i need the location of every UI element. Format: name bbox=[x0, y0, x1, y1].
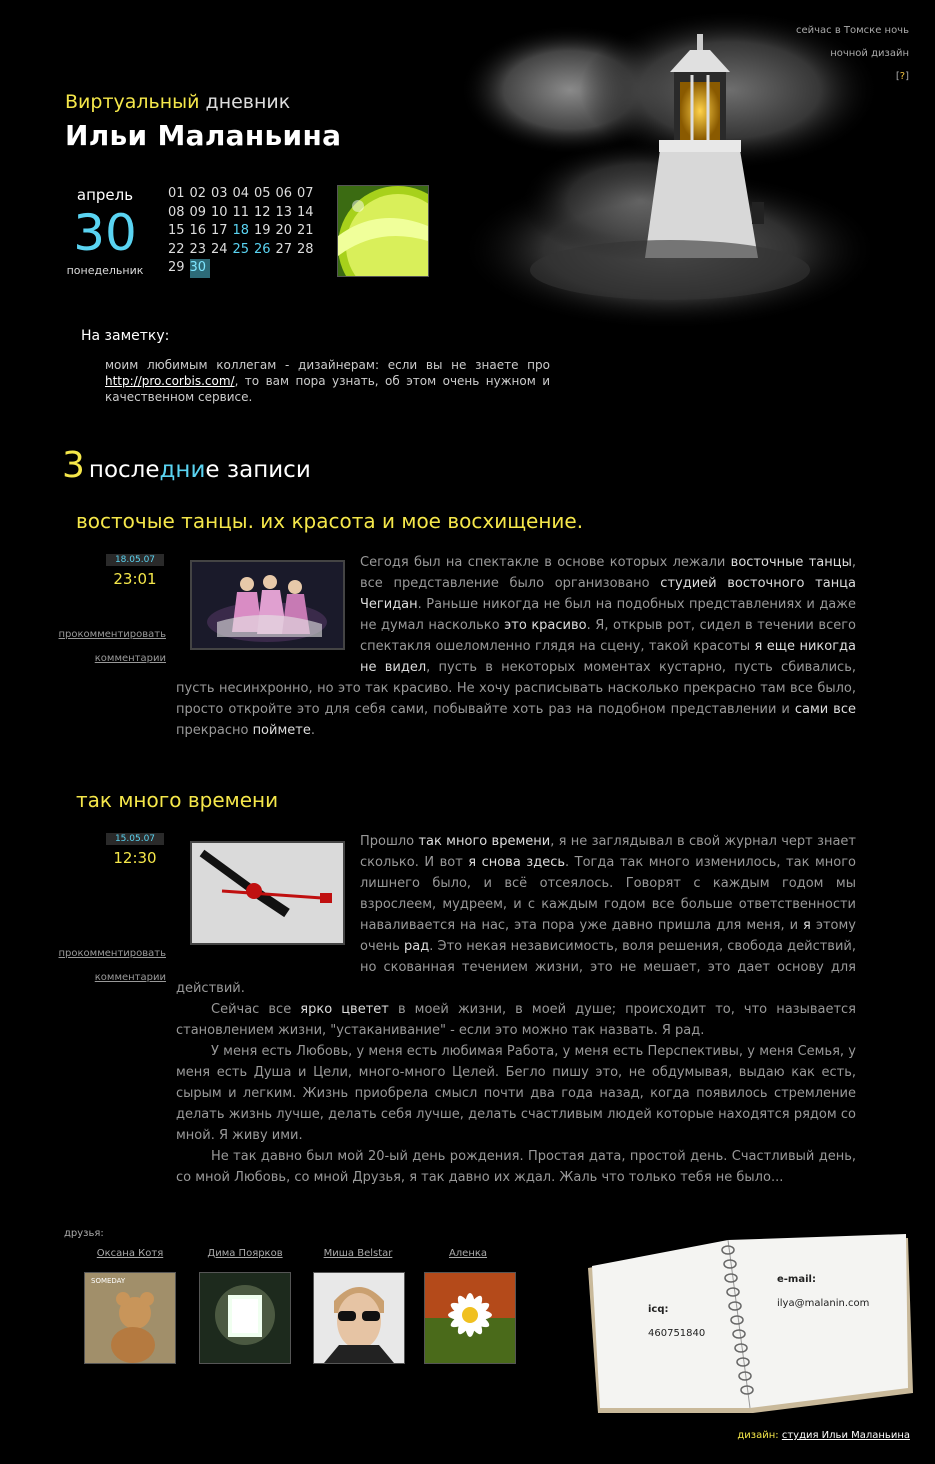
calendar-day: 13 bbox=[275, 204, 293, 220]
svg-text:SOMEDAY: SOMEDAY bbox=[91, 1277, 126, 1285]
calendar-day: 27 bbox=[275, 241, 293, 257]
lime-photo bbox=[337, 185, 429, 277]
post-time: 12:30 bbox=[113, 849, 157, 867]
design-studio-link[interactable]: студия Ильи Маланьина bbox=[781, 1430, 910, 1441]
calendar-day[interactable]: 30 bbox=[190, 259, 210, 278]
calendar-day: 21 bbox=[297, 223, 314, 238]
post-body bbox=[176, 831, 856, 1188]
calendar-day: 10 bbox=[211, 204, 228, 220]
post-title[interactable]: восточые танцы. их красота и мое восхищение. bbox=[76, 509, 584, 533]
notebook-illustration bbox=[588, 1228, 913, 1418]
calendar bbox=[168, 185, 319, 278]
post-date: 15.05.07 bbox=[106, 833, 164, 845]
email-label: e-mail: bbox=[777, 1274, 816, 1285]
post-paragraph: У меня есть Любовь, у меня есть любимая Работа, у меня есть Перспективы, у меня Семья, у меня есть Душа и Цели, много-много Целей. Бегло пишу это, не обдумывая, выдаю как есть, сырым и легким. Жизнь приобрела смысл почти два года назад, когда появилось стремление делать жизнь лучше, делать себя лучше, делать счастливым людей которые находятся рядом со мной. Я живу ими. bbox=[176, 1044, 856, 1143]
status-text: сейчас в Томске ночь bbox=[795, 25, 909, 36]
comments-link[interactable]: комментарии bbox=[94, 653, 166, 664]
friends-label: друзья: bbox=[64, 1228, 104, 1239]
calendar-day: 20 bbox=[275, 223, 293, 238]
comments-link[interactable]: комментарии bbox=[94, 972, 166, 983]
comment-link[interactable]: прокомментировать bbox=[58, 948, 166, 959]
calendar-day: 08 bbox=[168, 204, 185, 220]
calendar-day: 17 bbox=[211, 223, 228, 238]
calendar-day: 19 bbox=[254, 223, 271, 238]
calendar-day: 29 bbox=[168, 260, 185, 275]
site-title-name: Ильи Маланьина bbox=[65, 119, 342, 152]
post-time: 23:01 bbox=[113, 570, 157, 588]
calendar-day: 24 bbox=[211, 241, 228, 257]
calendar-day: 06 bbox=[275, 186, 293, 201]
post-title[interactable]: так много времени bbox=[76, 788, 279, 812]
friend-avatar[interactable] bbox=[424, 1272, 516, 1364]
note-title: На заметку: bbox=[81, 328, 170, 344]
calendar-day: 11 bbox=[232, 204, 250, 220]
calendar-day: 02 bbox=[189, 186, 207, 201]
current-day: 30 bbox=[73, 204, 137, 262]
calendar-day: 16 bbox=[189, 223, 207, 238]
corbis-link[interactable]: http://pro.corbis.com/ bbox=[105, 374, 235, 388]
post-paragraph: Сегодя был на спектакле в основе которых лежали восточные танцы, все представление было организовано студией восточного танца Чегидан. Раньше никогда не был на подобных представлениях и даже не думал насколько это красиво. Я, открыв рот, сидел в течении всего спектакля ошеломленно глядя на сцену, такой красоты я еще никогда не видел, пусть в некоторых моментах кустарно, пусть сбивались, пусть несинхронно, но это так красиво. Не хочу расписывать насколько прекрасно там все было, просто откройте это для себя сами, побывайте хоть раз на подобном представлении и сами все прекрасно поймете. bbox=[176, 555, 857, 738]
calendar-day: 15 bbox=[168, 223, 185, 238]
calendar-day: 28 bbox=[297, 241, 314, 257]
current-month: апрель bbox=[76, 186, 134, 204]
help-link[interactable]: [?] bbox=[895, 71, 909, 82]
calendar-day: 09 bbox=[189, 204, 207, 220]
friend-link[interactable]: Оксана Котя bbox=[96, 1248, 164, 1259]
calendar-day: 23 bbox=[189, 241, 207, 257]
icq-value: 460751840 bbox=[648, 1328, 706, 1339]
note-text: моим любимым коллегам - дизайнерам: если вы не знаете про http://pro.corbis.com/, то вам пора узнать, об этом очень нужном и качественном сервисе. bbox=[105, 358, 550, 404]
post-paragraph: Сейчас все ярко цветет в моей жизни, в моей душе; происходит то, что называется становлением жизни, "устаканивание" - если это можно так назвать. Я рад. bbox=[176, 1002, 857, 1038]
post-body bbox=[176, 552, 856, 741]
current-weekday: понедельник bbox=[66, 264, 144, 277]
calendar-day: 14 bbox=[297, 204, 314, 220]
calendar-day: 22 bbox=[168, 241, 185, 257]
calendar-day: 07 bbox=[297, 186, 314, 201]
friend-avatar[interactable] bbox=[313, 1272, 405, 1364]
friend-avatar[interactable] bbox=[84, 1272, 176, 1364]
calendar-day: 03 bbox=[211, 186, 228, 201]
comment-link[interactable]: прокомментировать bbox=[58, 629, 166, 640]
design-mode-link[interactable]: ночной дизайн bbox=[830, 48, 909, 59]
post-paragraph: Не так давно был мой 20-ый день рождения. Простая дата, простой день. Счастливый день, со мной Любовь, со мной Друзья, я так давно их ждал. Жаль что только тебя не было... bbox=[176, 1149, 856, 1185]
post-paragraph: Прошло так много времени, я не заглядывал в свой журнал черт знает сколько. И вот я снова здесь. Тогда так много изменилось, так много лишнего было, и всё отсеялось. Говорят с каждым годом мы взрослеем, мудреем, и с каждым годом все больше ответственности наваливается на нас, эта пора уже давно пришла для меня, и я этому очень рад. Это некая независимость, воля решения, свобода действий, но скованная течением жизни, это не мешает, это дает основу для действий. bbox=[176, 834, 857, 996]
friend-link[interactable]: Аленка bbox=[448, 1248, 488, 1259]
email-value[interactable]: ilya@malanin.com bbox=[777, 1298, 870, 1309]
post-date: 18.05.07 bbox=[106, 554, 164, 566]
calendar-day: 04 bbox=[232, 186, 250, 201]
calendar-day: 12 bbox=[254, 204, 271, 220]
recent-posts-heading: 3 последние записи bbox=[62, 445, 311, 486]
calendar-day[interactable]: 18 bbox=[232, 223, 250, 238]
friend-link[interactable]: Миша Belstar bbox=[323, 1248, 393, 1259]
footer: дизайн: студия Ильи Маланьина bbox=[737, 1430, 910, 1441]
calendar-day[interactable]: 25 bbox=[232, 241, 250, 257]
friend-avatar[interactable] bbox=[199, 1272, 291, 1364]
calendar-day[interactable]: 26 bbox=[254, 241, 271, 257]
calendar-day: 05 bbox=[254, 186, 271, 201]
icq-label: icq: bbox=[648, 1304, 669, 1315]
site-title-line1: Виртуальный дневник bbox=[65, 91, 291, 113]
friend-link[interactable]: Дима Поярков bbox=[207, 1248, 283, 1259]
calendar-day: 01 bbox=[168, 186, 185, 201]
